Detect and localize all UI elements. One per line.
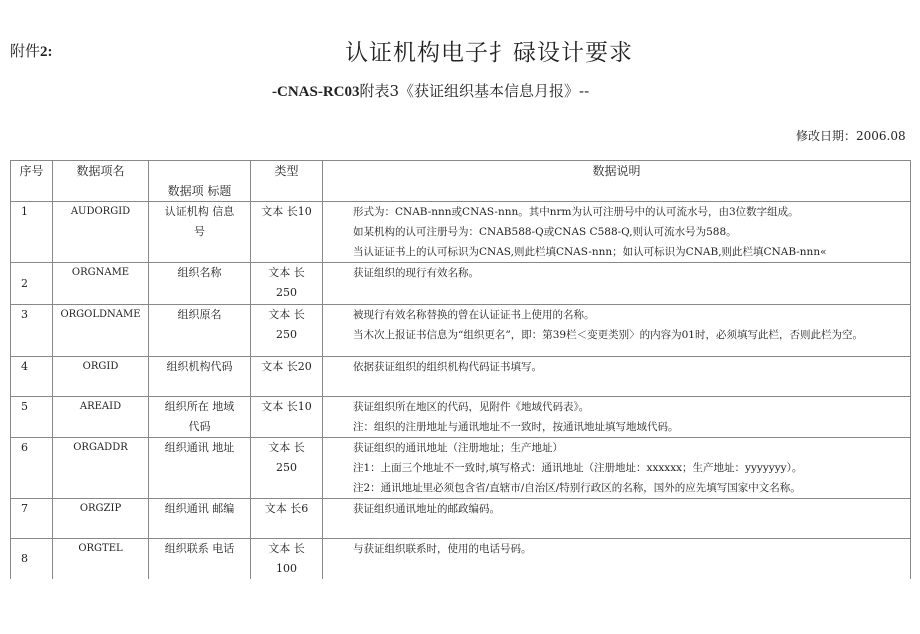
row-type: 文本 长100 xyxy=(251,539,323,580)
attachment-prefix: 附件 xyxy=(10,42,41,60)
row-desc xyxy=(323,263,911,305)
table-row xyxy=(11,397,911,438)
header-no: 序号 xyxy=(11,161,53,202)
subtitle xyxy=(272,80,589,101)
desc-line: 与获证组织联系时，使用的电话号码。 xyxy=(353,543,532,555)
table-row xyxy=(11,202,911,263)
table-row xyxy=(11,539,911,580)
desc-line: 当木次上报证书信息为“组织更名”，即：第39栏＜变更类别〉的内容为01时，必须填写此栏，否则此栏为空。 xyxy=(353,329,863,341)
subtitle-code: -CNAS-RC03 xyxy=(272,84,360,100)
row-no: 4 xyxy=(11,357,53,397)
row-no: 8 xyxy=(11,539,53,580)
table-row xyxy=(11,438,911,499)
desc-line: 获证组织的现行有效名称。 xyxy=(353,267,479,279)
row-item: ORGZIP xyxy=(53,499,149,539)
desc-line: 形式为：CNAB-nnn或CNAS-nnn。其中nrm为认可注册号中的认可流水号，由3位数字组成。 xyxy=(353,206,799,218)
table-row xyxy=(11,499,911,539)
row-no: 7 xyxy=(11,499,53,539)
row-desc xyxy=(323,499,911,539)
page-title: 认证机构电子扌碌设计要求 xyxy=(345,40,633,66)
data-spec-table xyxy=(10,160,911,579)
desc-line: 依据获证组织的组织机构代码证书填写。 xyxy=(353,361,542,373)
header-caption-text: 数据项 标题 xyxy=(167,184,232,198)
desc-line: 获证组织通讯地址的邮政编码。 xyxy=(353,503,500,515)
row-caption: 组织机构代码 xyxy=(149,357,251,397)
row-type: 文本 长250 xyxy=(251,305,323,357)
row-desc xyxy=(323,539,911,580)
table-row xyxy=(11,263,911,305)
row-caption: 组织所在 地域代码 xyxy=(149,397,251,438)
row-desc xyxy=(323,397,911,438)
row-item: AUDORGID xyxy=(53,202,149,263)
row-caption: 组织名称 xyxy=(149,263,251,305)
row-item: ORGTEL xyxy=(53,539,149,580)
row-type: 文本 长250 xyxy=(251,263,323,305)
row-item: AREAID xyxy=(53,397,149,438)
desc-line: 获证组织所在地区的代码，见附件《地域代码表》。 xyxy=(353,401,590,413)
row-desc xyxy=(323,202,911,263)
row-caption: 组织联系 电话 xyxy=(149,539,251,580)
row-caption: 组织原名 xyxy=(149,305,251,357)
row-no: 3 xyxy=(11,305,53,357)
header-item: 数据项名 xyxy=(53,161,149,202)
row-type: 文本 长20 xyxy=(251,357,323,397)
row-type: 文本 长250 xyxy=(251,438,323,499)
table-row xyxy=(11,305,911,357)
modified-date: 修改日期：2006.08 xyxy=(796,129,906,143)
desc-line: 注1：上面三个地址不一致时,填写格式：通讯地址（注册地址：xxxxxx；生产地址：yyyyyyy）。 xyxy=(353,462,803,474)
row-desc xyxy=(323,357,911,397)
table-row xyxy=(11,357,911,397)
row-desc xyxy=(323,305,911,357)
row-no: 6 xyxy=(11,438,53,499)
row-caption: 组织通讯 地址 xyxy=(149,438,251,499)
table-header-row xyxy=(11,161,911,202)
attachment-number: 2: xyxy=(40,44,53,60)
header-type: 类型 xyxy=(251,161,323,202)
row-no: 5 xyxy=(11,397,53,438)
row-item: ORGID xyxy=(53,357,149,397)
desc-line: 如某机构的认可注册号为：CNAB588-Q或CNAS C588-Q,则认可流水号为588。 xyxy=(353,226,737,238)
header-caption xyxy=(149,161,251,202)
row-no: 1 xyxy=(11,202,53,263)
row-caption: 组织通讯 邮编 xyxy=(149,499,251,539)
row-type: 文本 长10 xyxy=(251,397,323,438)
row-item: ORGADDR xyxy=(53,438,149,499)
attachment-label xyxy=(10,40,53,61)
desc-line: 获证组织的通讯地址（注册地址；生产地址） xyxy=(353,442,563,454)
row-type: 文本 长10 xyxy=(251,202,323,263)
row-item: ORGOLDNAME xyxy=(53,305,149,357)
row-item: ORGNAME xyxy=(53,263,149,305)
header-desc: 数据说明 xyxy=(323,161,911,202)
row-caption: 认证机构 信息号 xyxy=(149,202,251,263)
subtitle-text: 附表3《获证组织基本信息月报》-- xyxy=(359,82,590,100)
row-type: 文本 长6 xyxy=(251,499,323,539)
row-desc xyxy=(323,438,911,499)
row-no: 2 xyxy=(11,263,53,305)
desc-line: 当认证证书上的认可标识为CNAS,则此栏填CNAS-nnn；如认可标识为CNAB,则此栏填CNAB-nnn« xyxy=(353,246,827,258)
desc-line: 被现行有效名称替换的曾在认证证书上使用的名称。 xyxy=(353,309,595,321)
desc-line: 注：组织的注册地址与通讯地址不一致时，按通讯地址填写地域代码。 xyxy=(353,421,679,433)
desc-line: 注2：通讯地址里必须包含省/直辖市/自治区/特别行政区的名称，国外的应先填写国家中文名称。 xyxy=(353,482,801,494)
